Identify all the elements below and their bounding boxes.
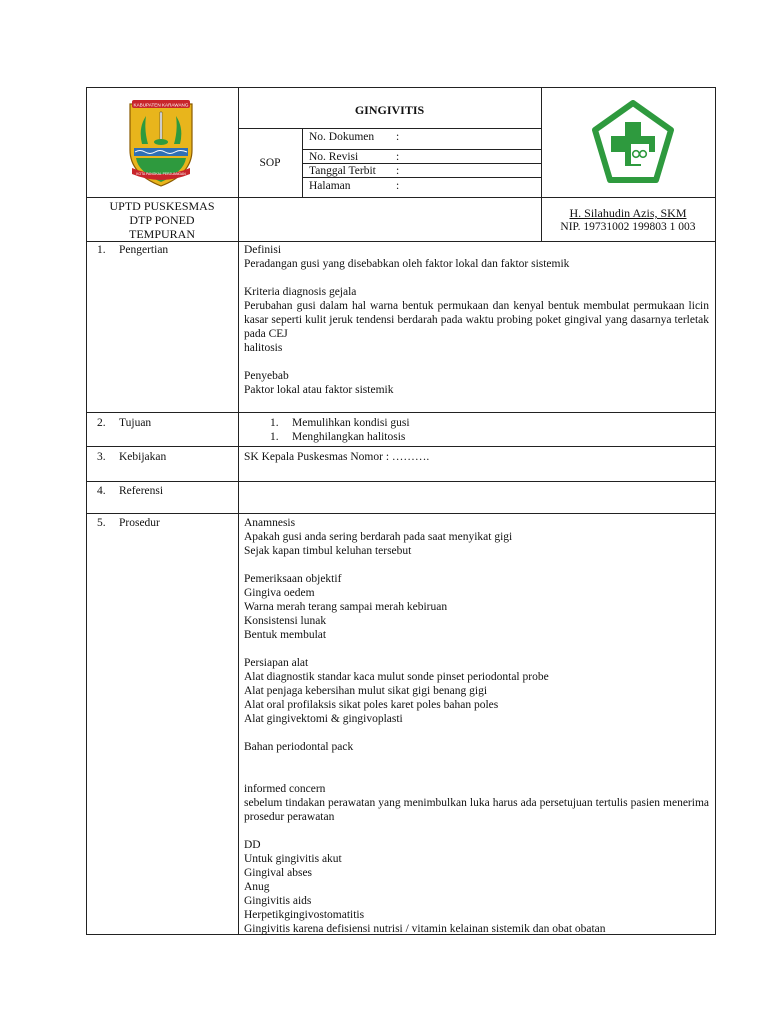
meta-label-tanggal-terbit: Tanggal Terbit: [309, 165, 376, 177]
emblem-water-band: [134, 148, 188, 156]
prosedur-informed-text: sebelum tindakan perawatan yang menimbulkan luka harus ada persetujuan tertulis pasien menerima prosedur perawatan: [244, 797, 709, 823]
head-nip: NIP. 19731002 199803 1 003: [560, 221, 696, 233]
unit-name-line-2: DTP PONED: [129, 213, 195, 227]
prosedur-anamnesis-heading: Anamnesis: [244, 517, 296, 529]
prosedur-pemeriksaan-line: Konsistensi lunak: [244, 615, 327, 627]
prosedur-persiapan-line: Alat penjaga kebersihan mulut sikat gigi benang gigi: [244, 685, 488, 697]
meta-sep-no-revisi: :: [396, 151, 400, 163]
puskesmas-cross-logo: [591, 100, 675, 184]
prosedur-content: [244, 516, 709, 936]
row-number-prosedur: 5.: [97, 517, 106, 529]
meta-sep-tanggal-terbit: :: [396, 165, 400, 177]
prosedur-dd-line: Gingivitis karena defisiensi nutrisi / vitamin kelainan sistemik dan obat obatan: [244, 923, 606, 935]
meta-label-no-dokumen: No. Dokumen: [309, 131, 375, 143]
pengertian-halitosis: halitosis: [244, 342, 283, 354]
regency-emblem-logo: [126, 98, 196, 190]
meta-label-halaman: Halaman: [309, 180, 351, 192]
emblem-regency-name: KABUPATEN KARAWANG: [133, 102, 189, 108]
pengertian-definisi-text: Peradangan gusi yang disebabkan oleh faktor lokal dan faktor sistemik: [244, 258, 570, 270]
row-label-referensi: Referensi: [119, 485, 164, 497]
meta-sep-no-dokumen: :: [396, 131, 400, 143]
prosedur-dd-line: Anug: [244, 881, 270, 893]
row-divider-kebijakan: [86, 446, 716, 447]
head-name: H. Silahudin Azis, SKM: [569, 206, 687, 220]
row-number-tujuan: 2.: [97, 417, 106, 429]
prosedur-persiapan-line: Alat oral profilaksis sikat poles karet poles bahan poles: [244, 699, 499, 711]
meta-label-no-revisi: No. Revisi: [309, 151, 359, 163]
tujuan-item-2-number: 1.: [270, 431, 279, 443]
unit-row-divider: [86, 241, 716, 242]
meta-sep-halaman: :: [396, 180, 400, 192]
row-divider-referensi: [86, 481, 716, 482]
prosedur-informed-heading: informed concern: [244, 783, 326, 795]
prosedur-bahan: Bahan periodontal pack: [244, 741, 354, 753]
prosedur-dd-line: Herpetikgingivostomatitis: [244, 909, 365, 921]
prosedur-persiapan-line: Alat diagnostik standar kaca mulut sonde pinset periodontal probe: [244, 671, 549, 683]
pengertian-penyebab-text: Paktor lokal atau faktor sistemik: [244, 384, 394, 396]
pengertian-penyebab-heading: Penyebab: [244, 370, 289, 382]
pengertian-definisi-heading: Definisi: [244, 244, 282, 256]
row-divider-tujuan: [86, 412, 716, 413]
emblem-regency-motto: KOTA PANGKAL PERJUANGAN: [136, 172, 186, 176]
prosedur-persiapan-line: Alat gingivektomi & gingivoplasti: [244, 713, 403, 725]
row-label-prosedur: Prosedur: [119, 517, 160, 529]
prosedur-pemeriksaan-line: Bentuk membulat: [244, 629, 327, 641]
prosedur-dd-heading: DD: [244, 839, 261, 851]
sop-label: SOP: [259, 157, 281, 169]
tujuan-item-2-text: Menghilangkan halitosis: [292, 431, 406, 443]
row-label-kebijakan: Kebijakan: [119, 451, 167, 463]
header-row-divider: [86, 197, 716, 198]
row-number-pengertian: 1.: [97, 244, 106, 256]
row-number-referensi: 4.: [97, 485, 106, 497]
document-title: GINGIVITIS: [354, 103, 425, 117]
prosedur-persiapan-heading: Persiapan alat: [244, 657, 309, 669]
pengertian-content: [244, 243, 709, 397]
column-divider-label: [238, 87, 239, 935]
pengertian-kriteria-heading: Kriteria diagnosis gejala: [244, 286, 357, 298]
prosedur-pemeriksaan-line: Warna merah terang sampai merah kebiruan: [244, 601, 448, 613]
prosedur-dd-line: Untuk gingivitis akut: [244, 853, 342, 865]
row-number-kebijakan: 3.: [97, 451, 106, 463]
tujuan-item-1-text: Memulihkan kondisi gusi: [292, 417, 410, 429]
row-label-tujuan: Tujuan: [119, 417, 152, 429]
prosedur-pemeriksaan-heading: Pemeriksaan objektif: [244, 573, 342, 585]
unit-name-line-3: TEMPURAN: [128, 227, 195, 241]
kebijakan-text: SK Kepala Puskesmas Nomor : ……….: [244, 451, 430, 463]
prosedur-pemeriksaan-line: Gingiva oedem: [244, 587, 315, 599]
table-border-top: [86, 87, 716, 88]
pengertian-kriteria-text: Perubahan gusi dalam hal warna bentuk permukaan dan kenyal bentuk membulat permukaan licin kasar seperti kulit jeruk tendensi berdarah pada waktu probing poket gingival yang dasarnya terletak pada CEJ: [244, 300, 709, 340]
tujuan-item-1-number: 1.: [270, 417, 279, 429]
prosedur-dd-line: Gingivitis aids: [244, 895, 312, 907]
prosedur-anamnesis-line: Sejak kapan timbul keluhan tersebut: [244, 545, 412, 557]
row-divider-prosedur: [86, 513, 716, 514]
row-label-pengertian: Pengertian: [119, 244, 169, 256]
table-border-right: [715, 87, 716, 935]
unit-name-line-1: UPTD PUSKESMAS: [109, 199, 215, 213]
title-divider: [238, 128, 541, 129]
prosedur-anamnesis-line: Apakah gusi anda sering berdarah pada saat menyikat gigi: [244, 531, 513, 543]
prosedur-dd-line: Gingival abses: [244, 867, 313, 879]
emblem-hilt-icon: [154, 139, 168, 145]
